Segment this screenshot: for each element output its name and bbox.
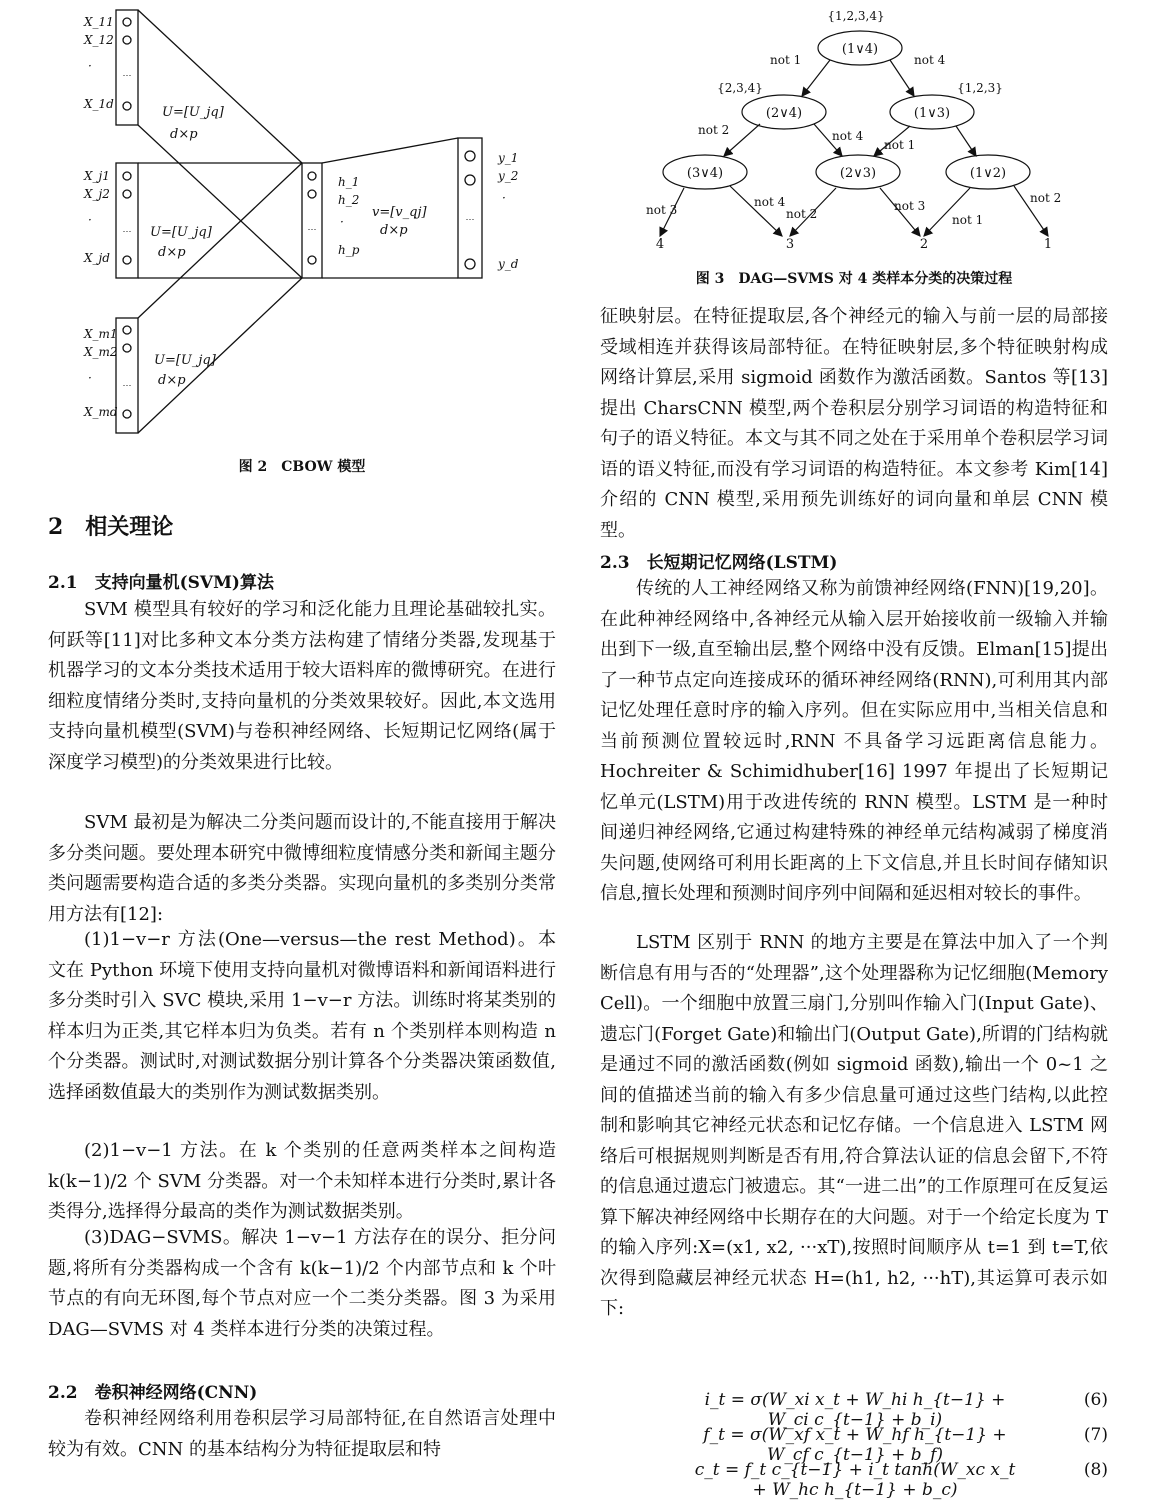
input-label: · — [88, 213, 92, 227]
dag-node: (2∨3) — [839, 166, 877, 181]
u-dim: d×p — [158, 373, 186, 388]
equation-number: (6) — [1083, 1390, 1108, 1410]
paragraph: (3)DAG−SVMS。解决 1−v−1 方法存在的误分、拒分问题,将所有分类器构成一个含有 k(k−1)/2 个内部节点和 k 个叶节点的有向无环图,每个节点对应一个二类分类器。图 3 为采用 DAG—SVMS 对 4 类样本进行分类的决策过程。 — [48, 1227, 556, 1340]
u-formula: U=[U_jq] — [150, 225, 212, 240]
paragraph: SVM 最初是为解决二分类问题而设计的,不能直接用于解决多分类问题。要处理本研究中微博细粒度情感分类和新闻主题分类问题需要构造合适的多类分类器。实现向量机的多类别分类常用方法有[12]: — [48, 812, 556, 925]
dag-node: (2∨4) — [765, 106, 803, 121]
equation-8 — [600, 1460, 1108, 1500]
dag-edge-label: not 1 — [884, 138, 916, 152]
dag-leaf: 1 — [1043, 237, 1053, 252]
dag-edge-label: not 1 — [770, 53, 802, 67]
input-label: X_11 — [84, 15, 114, 29]
dag-edge-label: not 3 — [646, 203, 678, 217]
dag-set: {1,2,3,4} — [827, 9, 885, 23]
dag-node: (3∨4) — [686, 166, 724, 181]
input-label: X_md — [84, 405, 118, 419]
input-label: X_j2 — [84, 187, 110, 201]
input-label: X_m2 — [84, 345, 118, 359]
output-label: y_d — [498, 257, 519, 271]
dag-leaf: 3 — [785, 237, 795, 252]
hidden-label: · — [340, 215, 344, 229]
dag-node: (1∨2) — [969, 166, 1007, 181]
paragraph: SVM 模型具有较好的学习和泛化能力且理论基础较扎实。何跃等[11]对比多种文本分类方法构建了情绪分类器,发现基于机器学习的文本分类技术适用于较大语料库的微博研究。在进行细粒度情绪分类时,支持向量机的分类效果较好。因此,本文选用支持向量机模型(SVM)与卷积神经网络、长短期记忆网络(属于深度学习模型)的分类效果进行比较。 — [48, 599, 556, 773]
dag-leaf: 2 — [919, 237, 929, 252]
equation-number: (8) — [1083, 1460, 1108, 1480]
u-dim: d×p — [170, 127, 198, 142]
dag-edge-label: not 3 — [894, 199, 926, 213]
dag-edge-label: not 1 — [952, 213, 984, 227]
dag-edge-label: not 2 — [786, 207, 818, 221]
svg-text:⋯: ⋯ — [122, 227, 132, 237]
input-label: X_m1 — [84, 327, 118, 341]
dag-leaf: 4 — [655, 237, 665, 252]
svg-text:⋯: ⋯ — [122, 381, 132, 391]
u-formula: U=[U_jq] — [154, 353, 216, 368]
v-formula: v=[v_qj] — [372, 205, 427, 220]
dag-edge-label: not 4 — [832, 129, 864, 143]
input-label: · — [88, 59, 92, 73]
dag-edge-label: not 2 — [1030, 191, 1062, 205]
input-label: X_12 — [84, 33, 114, 47]
equation-expression: f_t = σ(W_xf x_t + W_hf h_{t−1} + W_cf c_{t−1} + b_f) — [703, 1425, 1007, 1465]
svg-text:⋯: ⋯ — [122, 71, 132, 81]
figure3-caption: 图 3 DAG—SVMS 对 4 类样本分类的决策过程 — [695, 271, 1013, 287]
equation-number: (7) — [1083, 1425, 1108, 1445]
input-label: X_jd — [84, 251, 110, 265]
paragraph: (1)1−v−r 方法(One—versus—the rest Method)。本文在 Python 环境下使用支持向量机对微博语料和新闻语料进行多分类时引入 SVC 模块,采用 1−v−r 方法。训练时将某类别的样本归为正类,其它样本归为负类。若有 n 个类别样本则构造 n 个分类器。测试时,对测试数据分别计算各个分类器决策函数值,选择函数值最大的类别作为测试数据类别。 — [48, 929, 556, 1103]
paragraph: 征映射层。在特征提取层,各个神经元的输入与前一层的局部接受域相连并获得该局部特征。在特征映射层,多个特征映射构成网络计算层,采用 sigmoid 函数作为激活函数。Santos 等[13]提出 CharsCNN 模型,两个卷积层分别学习词语的构造特征和句子的语义特征。本文与其不同之处在于采用单个卷积层学习词语的语义特征,而没有学习词语的构造特征。本文参考 Kim[14]介绍的 CNN 模型,采用预先训练好的词向量和单层 CNN 模型。 — [600, 306, 1108, 541]
output-label: · — [502, 191, 506, 205]
u-dim: d×p — [158, 245, 186, 260]
dag-edge-label: not 4 — [914, 53, 946, 67]
dag-edge-label: not 4 — [754, 195, 786, 209]
dag-set: {1,2,3} — [957, 81, 1003, 95]
cbow-figure — [78, 8, 548, 438]
hidden-label: h_p — [338, 243, 360, 257]
equation-7 — [600, 1425, 1108, 1465]
svg-text:⋯: ⋯ — [307, 225, 317, 235]
dag-svms-figure — [630, 4, 1100, 254]
input-label: · — [88, 371, 92, 385]
svg-text:⋯: ⋯ — [465, 215, 475, 225]
hidden-label: h_2 — [338, 193, 360, 207]
equation-expression: i_t = σ(W_xi x_t + W_hi h_{t−1} + W_ci c_{t−1} + b_i) — [704, 1390, 1006, 1430]
subsection-title: 2.1 支持向量机(SVM)算法 — [48, 573, 274, 593]
figure2-caption: 图 2 CBOW 模型 — [238, 459, 366, 475]
section-title: 2 相关理论 — [48, 514, 174, 540]
subsection-title: 2.2 卷积神经网络(CNN) — [48, 1383, 258, 1403]
input-label: X_j1 — [84, 169, 110, 183]
dag-node: (1∨3) — [913, 106, 951, 121]
hidden-label: h_1 — [338, 175, 360, 189]
output-label: y_1 — [498, 151, 519, 165]
dag-edge-label: not 2 — [698, 123, 730, 137]
equation-6 — [600, 1390, 1108, 1430]
output-label: y_2 — [498, 169, 519, 183]
u-formula: U=[U_jq] — [162, 105, 224, 120]
equation-expression: c_t = f_t c_{t−1} + i_t tanh(W_xc x_t + W_hc h_{t−1} + b_c) — [694, 1460, 1016, 1500]
input-label: X_1d — [84, 97, 114, 111]
paragraph: LSTM 区别于 RNN 的地方主要是在算法中加入了一个判断信息有用与否的“处理器”,这个处理器称为记忆细胞(Memory Cell)。一个细胞中放置三扇门,分别叫作输入门(Input Gate)、遗忘门(Forget Gate)和输出门(Output Gate),所谓的门结构就是通过不同的激活函数(例如 sigmoid 函数),输出一个 0~1 之间的值描述当前的输入有多少信息量可通过这些门结构,以此控制和影响其它神经元状态和记忆存储。一个信息进入 LSTM 网络后可根据规则判断是否有用,符合算法认证的信息会留下,不符的信息通过遗忘门被遗忘。其“一进二出”的工作原理可在反复运算下解决神经网络中长期存在的大问题。对于一个给定长度为 T 的输入序列:X=(x1, x2, ···xT),按照时间顺序从 t=1 到 t=T,依次得到隐藏层神经元状态 H=(h1, h2, ···hT),其运算可表示如下: — [600, 932, 1108, 1319]
paragraph: 传统的人工神经网络又称为前馈神经网络(FNN)[19,20]。在此种神经网络中,各神经元从输入层开始接收前一级输入并输出到下一级,直至输出层,整个网络中没有反馈。Elman[15]提出了一种节点定向连接成环的循环神经网络(RNN),可利用其内部记忆处理任意时序的输入序列。但在实际应用中,当相关信息和当前预测位置较远时,RNN 不具备学习远距离信息能力。Hochreiter & Schimidhuber[16] 1997 年提出了长短期记忆单元(LSTM)用于改进传统的 RNN 模型。LSTM 是一种时间递归神经网络,它通过构建特殊的神经单元结构减弱了梯度消失问题,使网络可利用长距离的上下文信息,并且长时间存储知识信息,擅长处理和预测时间序列中间隔和延迟相对较长的事件。 — [600, 578, 1108, 904]
paragraph: (2)1−v−1 方法。在 k 个类别的任意两类样本之间构造 k(k−1)/2 个 SVM 分类器。对一个未知样本进行分类时,累计各类得分,选择得分最高的类作为测试数据类别。 — [48, 1140, 556, 1222]
dag-node: (1∨4) — [841, 42, 879, 57]
v-dim: d×p — [380, 223, 408, 238]
subsection-title: 2.3 长短期记忆网络(LSTM) — [600, 553, 838, 573]
paragraph: 卷积神经网络利用卷积层学习局部特征,在自然语言处理中较为有效。CNN 的基本结构分为特征提取层和特 — [48, 1408, 556, 1460]
dag-set: {2,3,4} — [717, 81, 763, 95]
